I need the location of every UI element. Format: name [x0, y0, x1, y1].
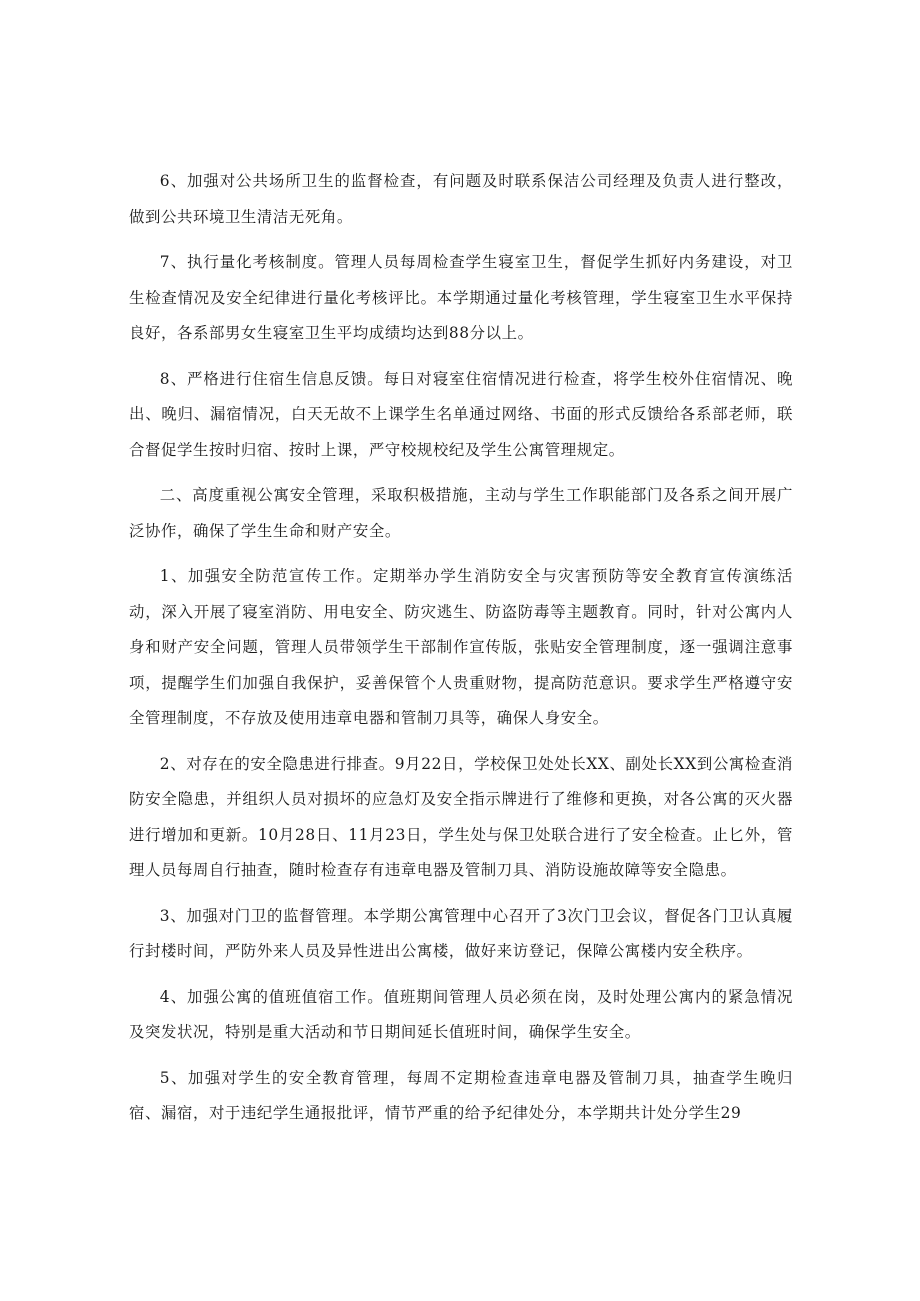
paragraph-security-3: 3、加强对门卫的监督管理。本学期公寓管理中心召开了3次门卫会议，督促各门卫认真履行封楼时间，严防外来人员及异性进出公寓楼，做好来访登记，保障公寓楼内安全秩序。 — [129, 906, 793, 960]
paragraph-item-8: 8、严格进行住宿生信息反馈。每日对寝室住宿情况进行检查，将学生校外住宿情况、晚出、晚归、漏宿情况，白天无故不上课学生名单通过网络、书面的形式反馈给各系部老师，联合督促学生按时归宿、按时上课，严守校规校纪及学生公寓管理规定。 — [129, 369, 793, 459]
paragraph-security-2: 2、对存在的安全隐患进行排查。9月22日，学校保卫处处长XX、副处长XX到公寓检查消防安全隐患，并组织人员对损坏的应急灯及安全指示牌进行了维修和更换，对各公寓的灭火器进行增加和更新。10月28日、11月23日，学生处与保卫处联合进行了安全检查。止匕外，管理人员每周自行抽查，随时检查存有违章电器及管制刀具、消防设施故障等安全隐患。 — [129, 754, 793, 879]
paragraph-item-7: 7、执行量化考核制度。管理人员每周检查学生寝室卫生，督促学生抓好内务建设，对卫生检查情况及安全纪律进行量化考核评比。本学期通过量化考核管理，学生寝室卫生水平保持良好，各系部男女生寝室卫生平均成绩均达到88分以上。 — [129, 253, 793, 342]
paragraph-item-6: 6、加强对公共场所卫生的监督检查，有问题及时联系保洁公司经理及负责人进行整改，做到公共环境卫生清洁无死角。 — [129, 172, 793, 226]
section-heading-2: 二、高度重视公寓安全管理，采取积极措施，主动与学生工作职能部门及各系之间开展广泛协作，确保了学生生命和财产安全。 — [129, 486, 793, 540]
paragraph-security-4: 4、加强公寓的值班值宿工作。值班期间管理人员必须在岗，及时处理公寓内的紧急情况及突发状况，特别是重大活动和节日期间延长值班时间，确保学生安全。 — [129, 987, 793, 1041]
document-body — [129, 164, 793, 1142]
paragraph-security-5: 5、加强对学生的安全教育管理，每周不定期检查违章电器及管制刀具，抽查学生晚归宿、漏宿，对于违纪学生通报批评，情节严重的给予纪律处分，本学期共计处分学生29 — [129, 1068, 793, 1122]
paragraph-security-1: 1、加强安全防范宣传工作。定期举办学生消防安全与灾害预防等安全教育宣传演练活动，深入开展了寝室消防、用电安全、防灾逃生、防盗防毒等主题教育。同时，针对公寓内人身和财产安全问题，管理人员带领学生干部制作宣传版，张贴安全管理制度，逐一强调注意事项，提醒学生们加强自我保护，妥善保管个人贵重财物，提高防范意识。要求学生严格遵守安全管理制度，不存放及使用违章电器和管制刀具等，确保人身安全。 — [129, 567, 793, 727]
